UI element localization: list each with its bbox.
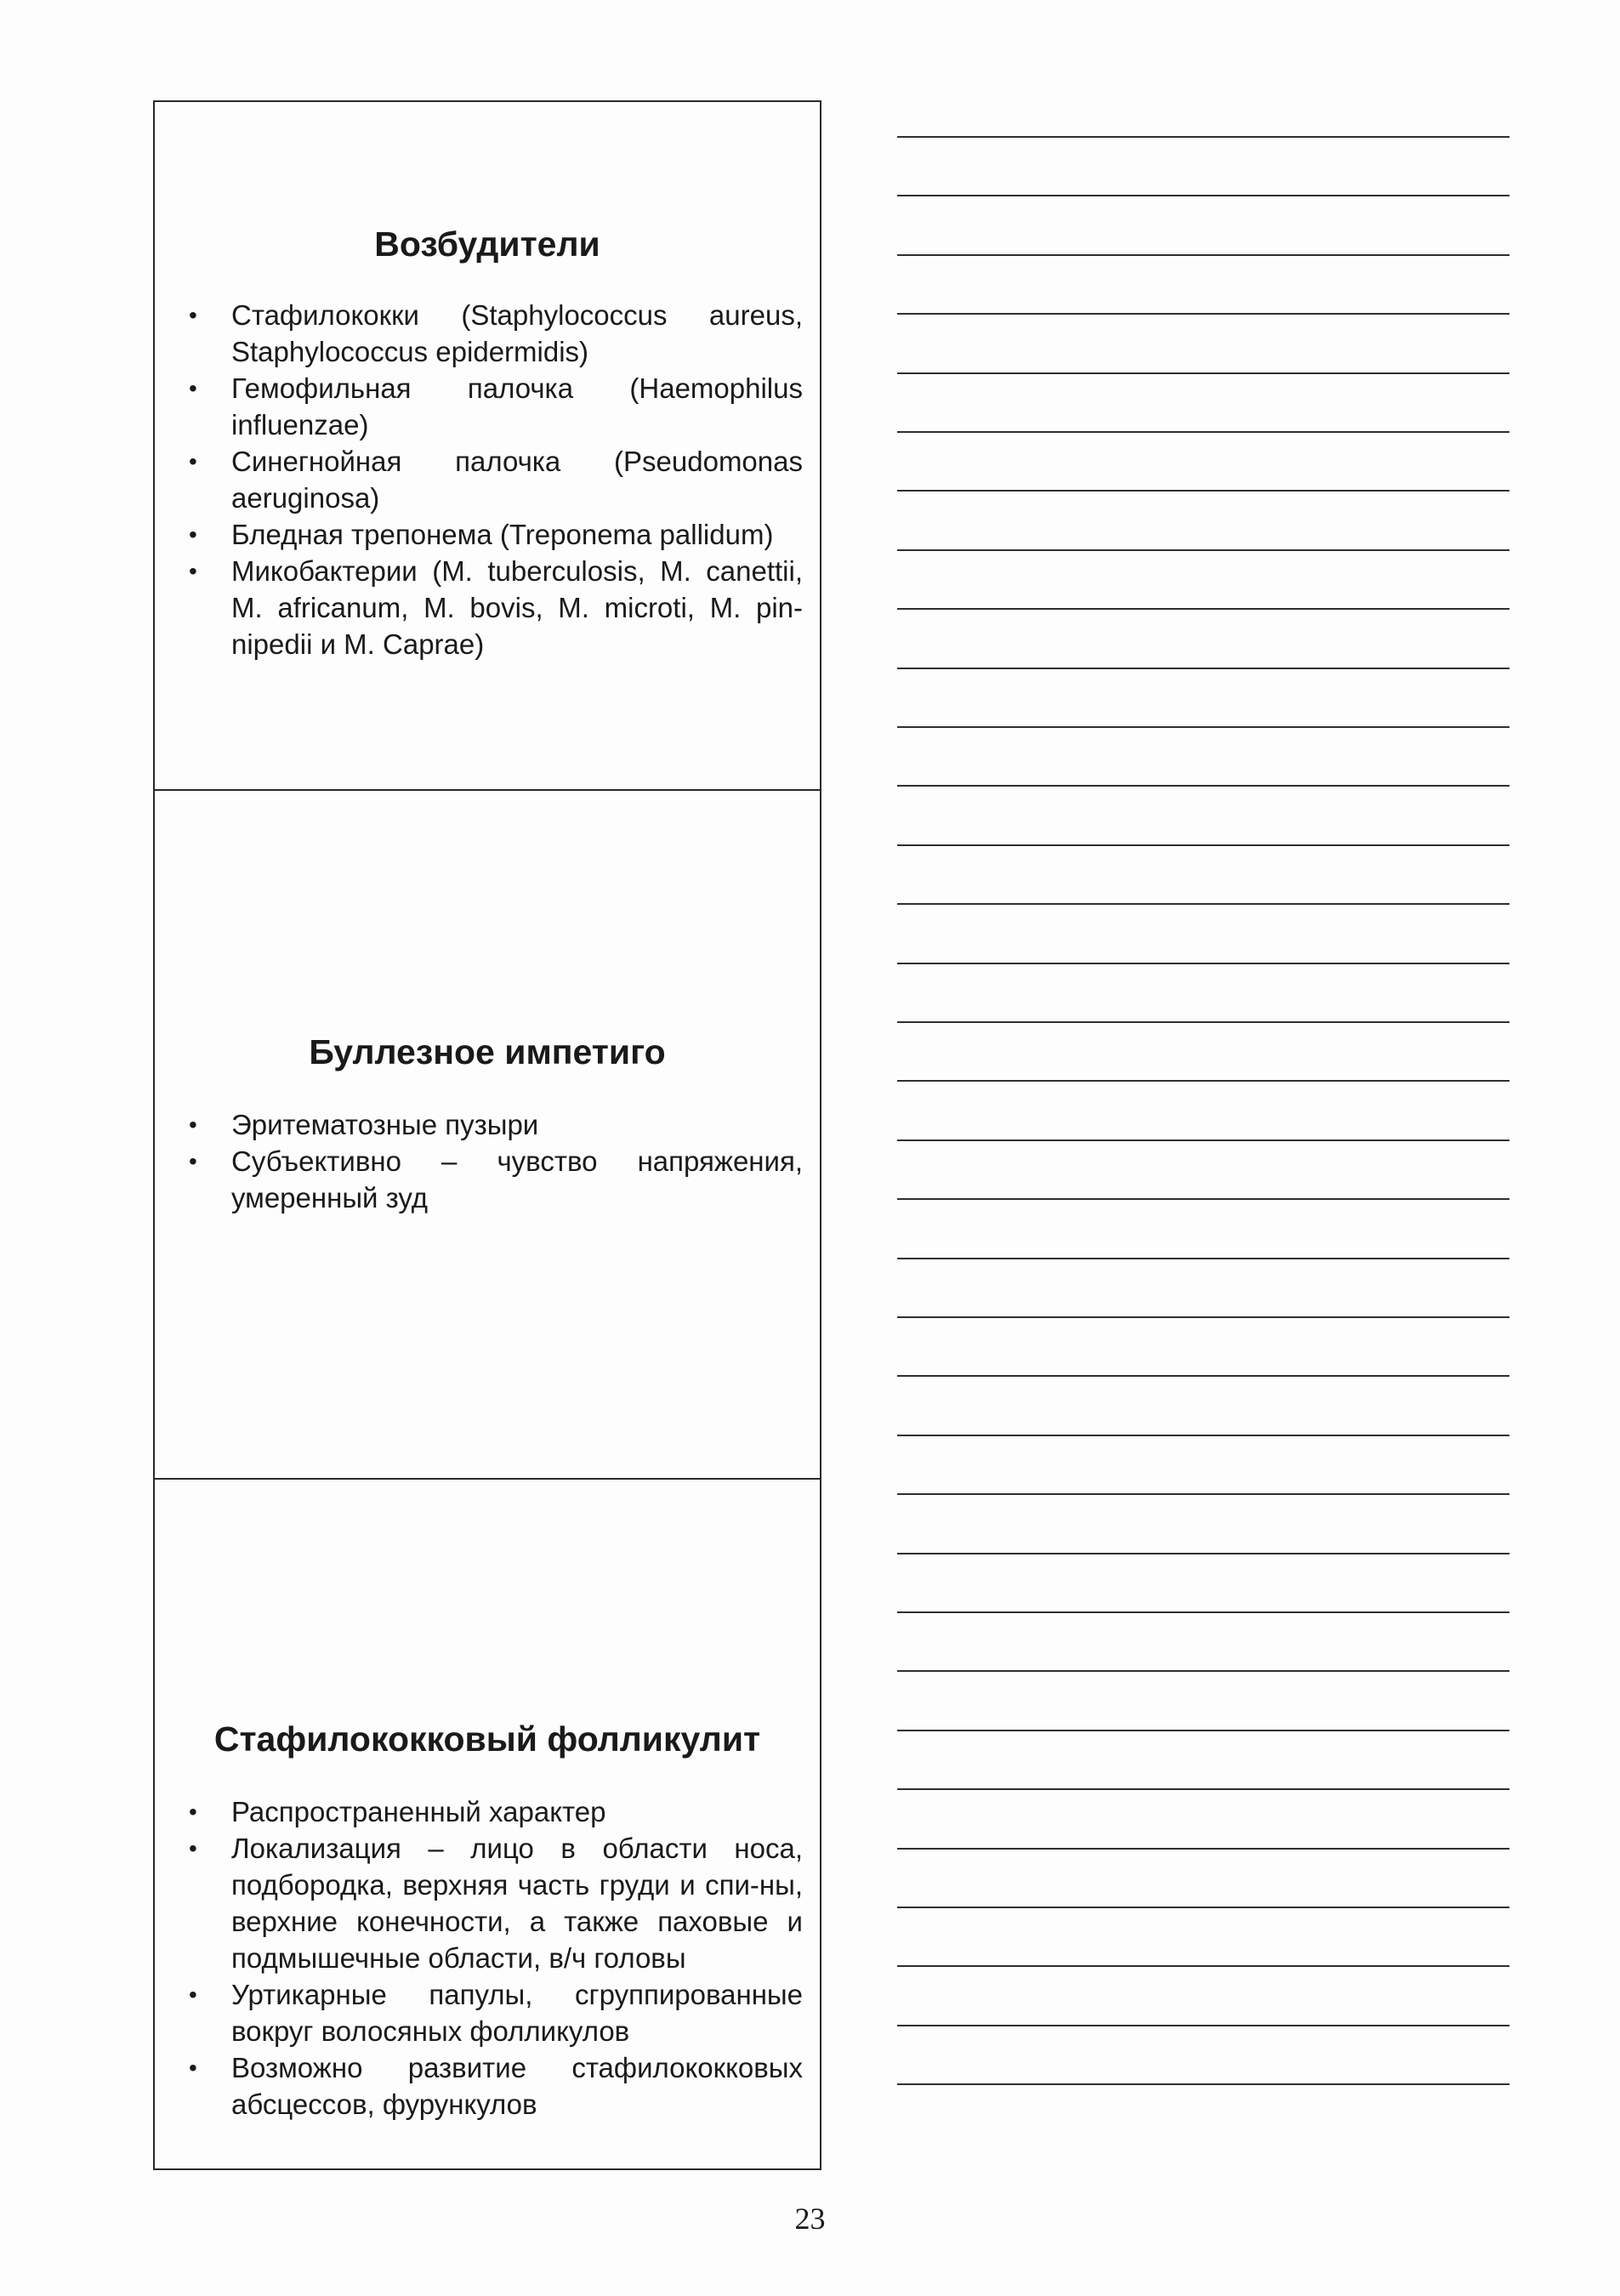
note-line	[897, 195, 1509, 196]
note-line	[897, 1965, 1509, 1967]
note-line	[897, 1375, 1509, 1377]
note-line	[897, 1788, 1509, 1790]
note-line	[897, 785, 1509, 787]
bullet-icon: •	[189, 1111, 197, 1138]
list-item: • Распространенный характер	[189, 1793, 803, 1830]
note-line	[897, 1080, 1509, 1082]
slide-staph-folliculitis	[155, 1478, 820, 2172]
note-line	[897, 903, 1509, 905]
list-item: • Локализация – лицо в области носа, подбородка, верхняя часть груди и спи-ны, верхние конечности, а также паховые и подмышечные области, в/ч головы	[189, 1830, 803, 1976]
note-line	[897, 549, 1509, 551]
list-item: • Уртикарные папулы, сгруппированные вокруг волосяных фолликулов	[189, 1976, 803, 2049]
note-line	[897, 1611, 1509, 1613]
note-line	[897, 313, 1509, 315]
slide-column	[153, 100, 821, 2170]
slide-title: Буллезное импетиго	[309, 1032, 666, 1071]
note-line	[897, 963, 1509, 964]
note-line	[897, 1021, 1509, 1023]
note-line	[897, 1493, 1509, 1495]
bullet-icon: •	[189, 302, 197, 328]
note-line	[897, 490, 1509, 492]
note-line	[897, 1670, 1509, 1672]
list-item: • Субъективно – чувство напряжения, умеренный зуд	[189, 1143, 803, 1216]
slide-bullous-impetigo	[155, 789, 820, 1478]
slide-pathogens	[155, 102, 820, 789]
bullet-icon: •	[189, 1981, 197, 2008]
bullet-icon: •	[189, 1799, 197, 1825]
note-line	[897, 1316, 1509, 1318]
bullet-icon: •	[189, 448, 197, 475]
bullet-list	[189, 297, 803, 662]
note-line	[897, 1139, 1509, 1141]
note-line	[897, 1907, 1509, 1908]
note-line	[897, 1848, 1509, 1850]
note-line	[897, 136, 1509, 138]
slide-title: Возбудители	[374, 224, 600, 264]
list-item: • Бледная трепонема (Treponema pallidum)	[189, 516, 803, 553]
note-line	[897, 668, 1509, 669]
bullet-icon: •	[189, 1148, 197, 1174]
note-line	[897, 726, 1509, 728]
note-line	[897, 1198, 1509, 1200]
list-item: • Эритематозные пузыри	[189, 1106, 803, 1143]
note-line	[897, 1435, 1509, 1436]
note-line	[897, 2025, 1509, 2026]
slide-title: Стафилококковый фолликулит	[213, 1719, 761, 1759]
bullet-icon: •	[189, 521, 197, 548]
note-line	[897, 844, 1509, 846]
list-item: • Синегнойная палочка (Pseudomonas aeruginosa)	[189, 443, 803, 516]
note-line	[897, 372, 1509, 374]
bullet-list	[189, 1106, 803, 1216]
list-item: • Гемофильная палочка (Haemophilus influenzae)	[189, 370, 803, 443]
bullet-icon: •	[189, 2054, 197, 2081]
note-line	[897, 608, 1509, 610]
list-item: • Возможно развитие стафилококковых абсцессов, фурункулов	[189, 2049, 803, 2123]
list-item: • Микобактерии (M. tuberculosis, M. canettii, M. africanum, M. bovis, M. microti, M. pin-nipedii и M. Caprae)	[189, 553, 803, 662]
note-line	[897, 254, 1509, 256]
list-item: • Стафилококки (Staphylococcus aureus, Staphylococcus epidermidis)	[189, 297, 803, 370]
bullet-list	[189, 1793, 803, 2123]
note-line	[897, 431, 1509, 433]
bullet-icon: •	[189, 375, 197, 401]
note-line	[897, 1258, 1509, 1259]
note-line	[897, 1730, 1509, 1731]
note-line	[897, 2083, 1509, 2085]
bullet-icon: •	[189, 558, 197, 584]
bullet-icon: •	[189, 1835, 197, 1861]
note-line	[897, 1553, 1509, 1554]
page-number: 23	[794, 2202, 826, 2236]
